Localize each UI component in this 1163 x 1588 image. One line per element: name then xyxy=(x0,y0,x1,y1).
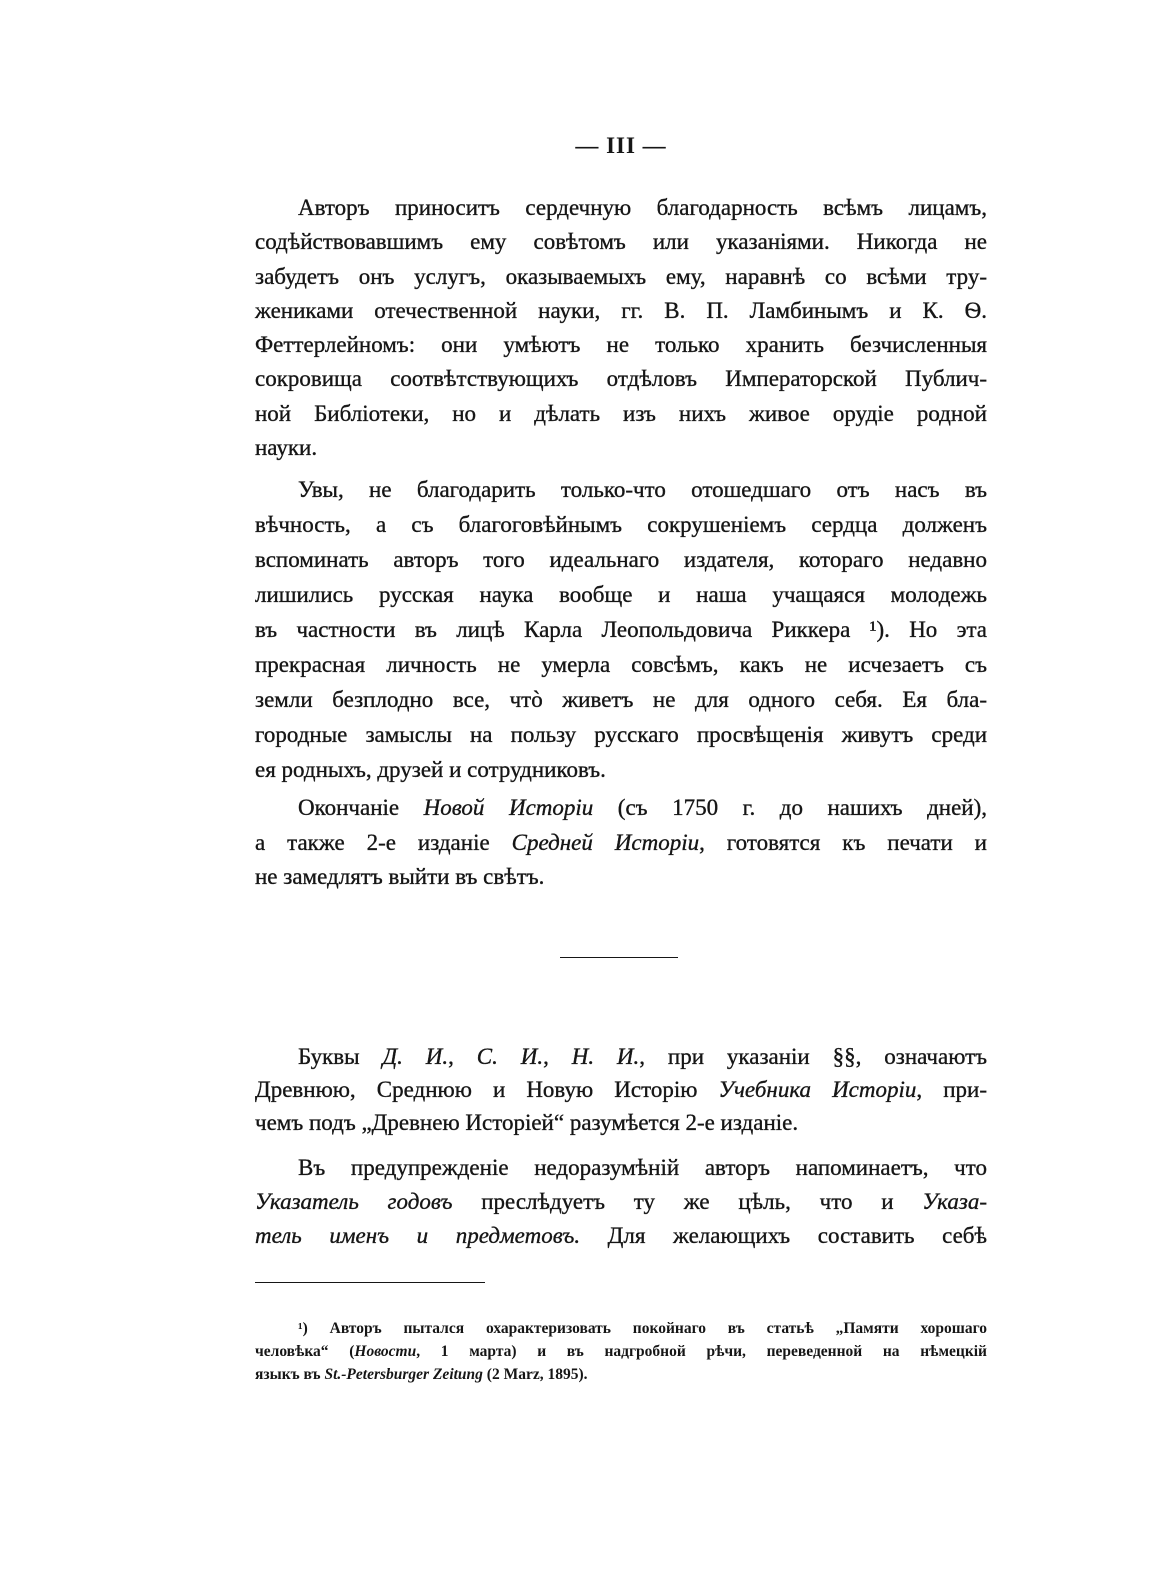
text-line xyxy=(255,612,987,647)
italic-text-run: Указатель годовъ xyxy=(255,1189,453,1214)
text-run: земли безплодно все, чтò живетъ не для одного себя. Ея бла- xyxy=(255,687,987,712)
text-run: Увы, не благодарить только-что отошедшаго отъ насъ въ xyxy=(298,477,987,502)
italic-text-run: Средней Исторіи xyxy=(511,829,700,855)
text-run: вспоминать авторъ того идеальнаго издателя, котораго недавно xyxy=(255,547,987,572)
text-run: чемъ подъ „Древнею Исторіей“ разумѣется 2-е изданіе. xyxy=(255,1110,799,1135)
text-line xyxy=(255,397,987,431)
italic-text-run: Д. И. xyxy=(382,1044,449,1069)
italic-text-run: Учебника Исторіи xyxy=(718,1077,917,1102)
text-line xyxy=(255,1185,987,1219)
text-run: сокровища соотвѣтствующихъ отдѣловъ Императорской Публич- xyxy=(255,366,987,392)
text-line xyxy=(255,1106,987,1139)
text-run: языкъ въ xyxy=(255,1366,325,1383)
italic-text-run: Новой Исторіи xyxy=(423,795,594,820)
text-run: не замедлятъ выйти въ свѣтъ. xyxy=(255,864,545,889)
text-run: а также 2-е изданіе xyxy=(255,829,512,855)
text-run: ной Библіотеки, но и дѣлать изъ нихъ живое орудіе родной xyxy=(255,400,987,426)
text-run: Въ предупрежденіе недоразумѣній авторъ напоминаетъ, что xyxy=(298,1155,987,1180)
text-run: , при- xyxy=(916,1077,988,1102)
text-line xyxy=(255,1340,987,1363)
text-run: (2 Marz, 1895). xyxy=(482,1366,588,1383)
text-line xyxy=(255,1073,987,1106)
text-run: , 1 марта) и въ надгробной рѣчи, переведенной на нѣмецкій xyxy=(416,1343,987,1360)
text-line xyxy=(255,362,987,396)
text-run: ея родныхъ, друзей и сотрудниковъ. xyxy=(255,757,606,782)
text-run: жениками отечественной науки, гг. В. П. Ламбинымъ и К. Ѳ. xyxy=(255,297,987,323)
text-run: забудетъ онъ услугъ, оказываемыхъ ему, наравнѣ со всѣми тру- xyxy=(255,263,987,289)
text-run: , xyxy=(448,1044,477,1069)
italic-text-run: St.-Petersburger Zeitung xyxy=(324,1366,483,1383)
text-line xyxy=(255,328,987,362)
text-line xyxy=(255,260,987,294)
text-run: преслѣдуетъ ту же цѣль, что и xyxy=(452,1189,923,1214)
memorial-paragraph xyxy=(255,472,987,787)
text-run: лишились русская наука вообще и наша учащаяся молодежь xyxy=(255,582,987,607)
page-number: — III — xyxy=(575,133,667,158)
text-line xyxy=(255,1363,987,1386)
text-run: Для желающихъ составить себѣ xyxy=(580,1223,988,1248)
text-line xyxy=(255,542,987,577)
text-run: ¹) Авторъ пытался охарактеризовать покойнаго въ статьѣ „Памяти хорошаго xyxy=(298,1320,987,1337)
text-line xyxy=(255,860,987,895)
text-run: Феттерлейномъ: они умѣютъ не только хранить безчисленныя xyxy=(255,332,987,358)
text-line xyxy=(255,191,987,225)
text-run: Авторъ приноситъ сердечную благодарность всѣмъ лицамъ, xyxy=(298,195,987,220)
italic-text-run: Указа- xyxy=(922,1189,987,1214)
italic-text-run: Н. И. xyxy=(571,1044,640,1069)
text-run: Древнюю, Среднюю и Новую Исторію xyxy=(255,1077,719,1102)
text-run: содѣйствовавшимъ ему совѣтомъ или указаніями. Никогда не xyxy=(255,229,987,255)
text-run: , xyxy=(543,1044,572,1069)
text-line xyxy=(255,225,987,259)
text-run: прекрасная личность не умерла совсѣмъ, какъ не исчезаетъ съ xyxy=(255,652,987,677)
text-line xyxy=(255,826,987,861)
text-run: вѣчность, а съ благоговѣйнымъ сокрушеніемъ сердца долженъ xyxy=(255,512,987,537)
text-line xyxy=(255,577,987,612)
text-run: (съ 1750 г. до нашихъ дней), xyxy=(593,795,987,820)
acknowledgements-paragraph xyxy=(255,191,987,465)
italic-text-run: тель именъ и предметовъ. xyxy=(255,1223,581,1248)
text-line xyxy=(255,294,987,328)
text-line xyxy=(255,1040,987,1073)
text-line xyxy=(255,431,987,465)
text-line xyxy=(255,507,987,542)
text-run: , готовятся къ печати и xyxy=(699,829,987,855)
italic-text-run: С. И. xyxy=(476,1044,544,1069)
text-line xyxy=(255,752,987,787)
text-run: Окончаніе xyxy=(298,795,424,820)
text-run: науки. xyxy=(255,435,318,461)
forthcoming-editions-paragraph xyxy=(255,791,987,895)
text-line xyxy=(255,1317,987,1340)
footnote-rule xyxy=(255,1282,485,1283)
text-run: человѣка“ ( xyxy=(255,1343,355,1360)
text-line xyxy=(255,647,987,682)
text-line xyxy=(255,1219,987,1253)
text-run: Буквы xyxy=(298,1044,383,1069)
text-line xyxy=(255,682,987,717)
text-run: , при указаніи §§, означаютъ xyxy=(639,1044,988,1069)
text-line xyxy=(255,717,987,752)
index-note-paragraph xyxy=(255,1151,987,1253)
text-line xyxy=(255,791,987,826)
italic-text-run: Новости xyxy=(354,1343,417,1360)
text-run: городные замыслы на пользу русскаго просвѣщенія живутъ среди xyxy=(255,722,987,747)
abbreviations-paragraph xyxy=(255,1040,987,1139)
text-line xyxy=(255,1151,987,1185)
section-divider-rule xyxy=(560,957,678,958)
text-run: въ частности въ лицѣ Карла Леопольдовича Риккера ¹). Но эта xyxy=(255,617,987,642)
footnote xyxy=(255,1317,987,1386)
text-line xyxy=(255,472,987,507)
